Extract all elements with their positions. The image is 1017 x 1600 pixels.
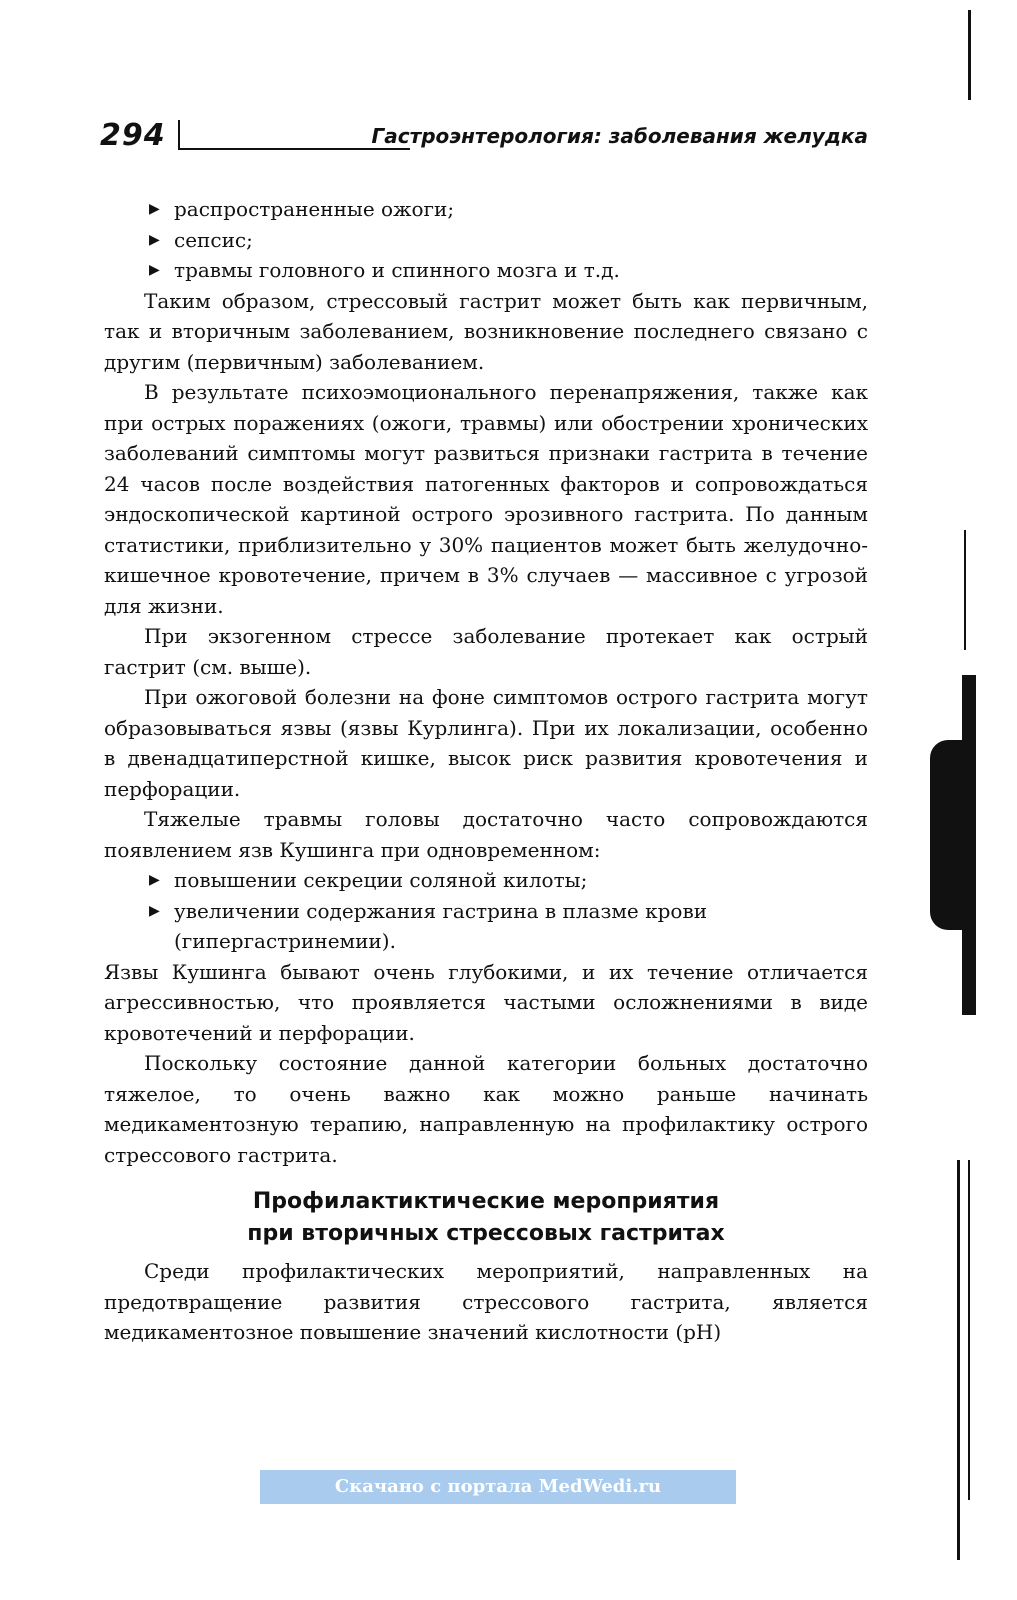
watermark-banner: Скачано с портала MedWedi.ru (260, 1470, 736, 1504)
running-header (100, 118, 868, 158)
scan-edge-line (968, 10, 971, 100)
paragraph: Тяжелые травмы головы достаточно часто сопровождаются появлением язв Кушинга при одновременном: (104, 807, 868, 862)
triangle-bullet-icon: ▶ (149, 902, 160, 919)
section-heading-line: Профилактиктические мероприятия (252, 1189, 720, 1214)
triangle-bullet-icon: ▶ (149, 231, 160, 248)
list-item: ▶ травмы головного и спинного мозга и т.д. (104, 255, 868, 286)
list-item: ▶ распространенные ожоги; (104, 194, 868, 225)
scan-edge-line (968, 1160, 970, 1500)
scan-shadow-block (962, 675, 976, 1015)
paragraph: При ожоговой болезни на фоне симптомов острого гастрита могут образовываться язвы (язвы Курлинга). При их локализации, особенно в двенадцатиперстной кишке, высок риск развития кровотечения и перфорации. (104, 685, 868, 801)
bullet-list-causes (104, 194, 868, 286)
bullet-list-conditions (104, 865, 868, 957)
scan-edge-line (964, 530, 966, 650)
paragraph: Среди профилактических мероприятий, направленных на предотвращение развития стрессового гастрита, является медикаментозное повышение значений кислотности (pH) (104, 1259, 868, 1344)
running-title: Гастроэнтерология: заболевания желудка (371, 124, 868, 148)
section-heading (104, 1186, 868, 1250)
paragraph: В результате психоэмоционального перенапряжения, также как при острых поражениях (ожоги, травмы) или обострении хронических заболеваний симптомы могут развиться признаки гастрита в течение 24 часов после воздействия патогенных факторов и сопровождаться эндоскопической картиной острого эрозивного гастрита. По данным статистики, приблизительно у 30% пациентов может быть желудочно-кишечное кровотечение, причем в 3% случаев — массивное с угрозой для жизни. (104, 380, 868, 618)
section-heading-line: при вторичных стрессовых гастритах (247, 1221, 725, 1246)
list-item: ▶ повышении секреции соляной килоты; (104, 865, 868, 896)
list-item: ▶ сепсис; (104, 225, 868, 256)
triangle-bullet-icon: ▶ (149, 262, 160, 278)
triangle-bullet-icon: ▶ (149, 872, 160, 888)
triangle-bullet-icon: ▶ (149, 201, 160, 217)
list-item: ▶ увеличении содержания гастрина в плазме крови (гипергастринемии). (104, 896, 868, 957)
scan-edge-line (957, 1160, 960, 1560)
page-body (104, 194, 868, 1348)
paragraph: Поскольку состояние данной категории больных достаточно тяжелое, то очень важно как можно раньше начинать медикаментозную терапию, направленную на профилактику острого стрессового гастрита. (104, 1051, 868, 1167)
paragraph: При экзогенном стрессе заболевание протекает как острый гастрит (см. выше). (104, 624, 868, 679)
page-number: 294 (100, 118, 166, 153)
paragraph: Язвы Кушинга бывают очень глубокими, и их течение отличается агрессивностью, что проявляется частыми осложнениями в виде кровотечений и перфорации. (104, 959, 868, 1045)
paragraph: Таким образом, стрессовый гастрит может быть как первичным, так и вторичным заболеванием, возникновение последнего связано с другим (первичным) заболеванием. (104, 288, 868, 374)
